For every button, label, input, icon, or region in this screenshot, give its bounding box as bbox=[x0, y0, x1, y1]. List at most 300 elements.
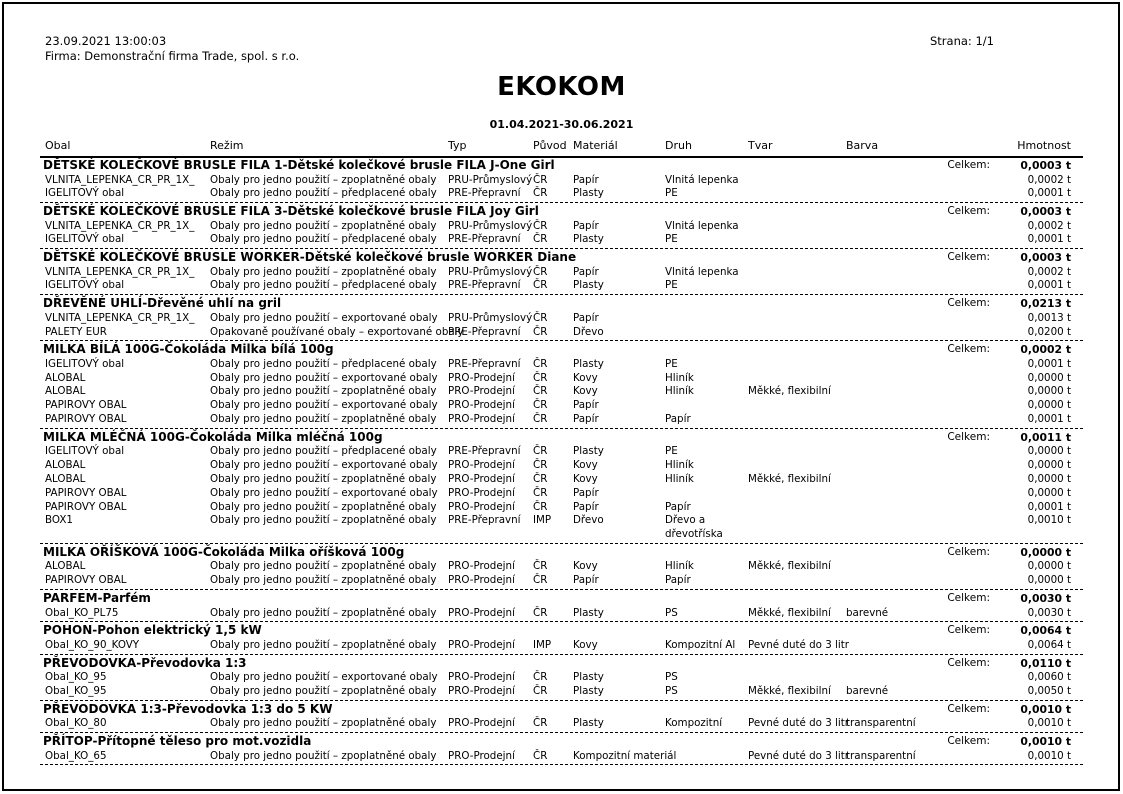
cell-barva: barevné bbox=[846, 606, 889, 619]
cell-tvar: Pevné duté do 3 litr bbox=[748, 638, 850, 651]
table-row bbox=[40, 750, 1083, 764]
column-header-tvar: Tvar bbox=[748, 139, 773, 152]
group-title-row bbox=[40, 250, 1083, 266]
cell-druh: Hliník bbox=[665, 385, 694, 398]
cell-typ: PRU-Průmyslový bbox=[448, 219, 533, 232]
cell-material: Papír bbox=[573, 311, 599, 324]
cell-puvod: ČR bbox=[533, 311, 548, 324]
cell-obal: IGELITOVÝ obal bbox=[45, 279, 125, 292]
column-header-obal: Obal bbox=[45, 139, 71, 152]
table-row bbox=[40, 501, 1083, 515]
cell-material: Papír bbox=[573, 173, 599, 186]
group-title-row bbox=[40, 734, 1083, 750]
cell-druh: PE bbox=[665, 187, 678, 200]
group-title-row bbox=[40, 702, 1083, 718]
cell-material: Kovy bbox=[573, 459, 598, 472]
table-row bbox=[40, 445, 1083, 459]
cell-rezim: Obaly pro jedno použití – zpoplatněné obaly bbox=[210, 500, 437, 513]
cell-hmotnost: 0,0000 t bbox=[1027, 472, 1071, 485]
table-row bbox=[40, 514, 1083, 542]
cell-druh: Papír bbox=[665, 413, 691, 426]
cell-obal: PAPIROVY OBAL bbox=[45, 574, 127, 587]
cell-material: Papír bbox=[573, 399, 599, 412]
cell-hmotnost: 0,0013 t bbox=[1027, 311, 1071, 324]
cell-hmotnost: 0,0060 t bbox=[1027, 671, 1071, 684]
cell-druh: Hliník bbox=[665, 371, 694, 384]
product-group bbox=[40, 158, 1083, 203]
cell-druh: PE bbox=[665, 445, 678, 458]
group-total-label: Celkem: bbox=[947, 251, 990, 264]
group-title-row bbox=[40, 591, 1083, 607]
table-row bbox=[40, 639, 1083, 653]
cell-obal: IGELITOVÝ obal bbox=[45, 357, 125, 370]
cell-tvar: Měkké, flexibilní bbox=[748, 684, 831, 697]
cell-hmotnost: 0,0001 t bbox=[1027, 233, 1071, 246]
group-title-row bbox=[40, 204, 1083, 220]
cell-hmotnost: 0,0001 t bbox=[1027, 413, 1071, 426]
table-row bbox=[40, 372, 1083, 386]
cell-barva: transparentní bbox=[846, 717, 916, 730]
group-total-label: Celkem: bbox=[947, 624, 990, 637]
cell-obal: PAPIROVY OBAL bbox=[45, 486, 127, 499]
cell-hmotnost: 0,0064 t bbox=[1027, 638, 1071, 651]
cell-typ: PRO-Prodejní bbox=[448, 472, 515, 485]
cell-rezim: Obaly pro jedno použití – zpoplatněné obaly bbox=[210, 606, 437, 619]
product-group bbox=[40, 342, 1083, 428]
cell-barva: barevné bbox=[846, 684, 889, 697]
cell-typ: PRO-Prodejní bbox=[448, 574, 515, 587]
cell-material: Papír bbox=[573, 219, 599, 232]
cell-rezim: Obaly pro jedno použití – exportované obaly bbox=[210, 671, 438, 684]
report-meta bbox=[45, 34, 299, 64]
cell-typ: PRO-Prodejní bbox=[448, 684, 515, 697]
group-total-value: 0,0011 t bbox=[1020, 430, 1071, 444]
cell-typ: PRE-Přepravní bbox=[448, 357, 521, 370]
column-header-material: Materiál bbox=[573, 139, 618, 152]
group-title-row bbox=[40, 296, 1083, 312]
cell-typ: PRE-Přepravní bbox=[448, 445, 521, 458]
cell-material: Papír bbox=[573, 486, 599, 499]
product-group bbox=[40, 204, 1083, 249]
cell-rezim: Obaly pro jedno použití – zpoplatněné obaly bbox=[210, 638, 437, 651]
cell-typ: PRO-Prodejní bbox=[448, 671, 515, 684]
group-title: PŘEVODOVKA 1:3-Převodovka 1:3 do 5 KW bbox=[43, 701, 333, 716]
group-total-value: 0,0110 t bbox=[1020, 656, 1071, 670]
cell-material: Plasty bbox=[573, 606, 604, 619]
group-title: DĚTSKÉ KOLEČKOVÉ BRUSLE WORKER-Dětské kolečkové brusle WORKER Diane bbox=[43, 250, 577, 265]
product-group bbox=[40, 296, 1083, 341]
cell-hmotnost: 0,0010 t bbox=[1027, 514, 1071, 527]
cell-druh: Kompozitní bbox=[665, 717, 723, 730]
report-period: 01.04.2021-30.06.2021 bbox=[489, 118, 634, 131]
cell-puvod: ČR bbox=[533, 371, 548, 384]
cell-hmotnost: 0,0010 t bbox=[1027, 749, 1071, 762]
cell-material: Dřevo bbox=[573, 325, 604, 338]
cell-typ: PRE-Přepravní bbox=[448, 233, 521, 246]
cell-material: Kovy bbox=[573, 371, 598, 384]
cell-druh: PE bbox=[665, 357, 678, 370]
cell-material: Papír bbox=[573, 574, 599, 587]
cell-typ: PRO-Prodejní bbox=[448, 413, 515, 426]
cell-hmotnost: 0,0001 t bbox=[1027, 357, 1071, 370]
group-title-row bbox=[40, 430, 1083, 446]
cell-puvod: ČR bbox=[533, 399, 548, 412]
group-total-value: 0,0213 t bbox=[1020, 297, 1071, 311]
cell-puvod: IMP bbox=[533, 514, 552, 527]
cell-druh: Hliník bbox=[665, 472, 694, 485]
cell-puvod: ČR bbox=[533, 459, 548, 472]
cell-rezim: Obaly pro jedno použití – zpoplatněné obaly bbox=[210, 413, 437, 426]
cell-rezim: Obaly pro jedno použití – zpoplatněné obaly bbox=[210, 265, 437, 278]
cell-material: Dřevo bbox=[573, 514, 604, 527]
table-row bbox=[40, 233, 1083, 247]
cell-puvod: ČR bbox=[533, 486, 548, 499]
table-row bbox=[40, 487, 1083, 501]
cell-material: Plasty bbox=[573, 717, 604, 730]
cell-hmotnost: 0,0001 t bbox=[1027, 500, 1071, 513]
cell-hmotnost: 0,0000 t bbox=[1027, 445, 1071, 458]
group-title: MILKA BÍLÁ 100G-Čokoláda Milka bílá 100g bbox=[43, 342, 334, 357]
group-title-row bbox=[40, 623, 1083, 639]
cell-rezim: Obaly pro jedno použití – předplacené obaly bbox=[210, 357, 437, 370]
report-company: Firma: Demonstrační firma Trade, spol. s r.o. bbox=[45, 49, 300, 63]
group-title: MILKA MLÉČNÁ 100G-Čokoláda Milka mléčná 100g bbox=[43, 429, 383, 444]
group-total-value: 0,0000 t bbox=[1020, 545, 1071, 559]
cell-obal: Obal_KO_PL75 bbox=[45, 606, 119, 619]
cell-hmotnost: 0,0000 t bbox=[1027, 459, 1071, 472]
cell-druh: PS bbox=[665, 606, 678, 619]
cell-rezim: Obaly pro jedno použití – zpoplatněné obaly bbox=[210, 684, 437, 697]
cell-obal: Obal_KO_95 bbox=[45, 684, 107, 697]
cell-rezim: Obaly pro jedno použití – zpoplatněné obaly bbox=[210, 472, 437, 485]
cell-typ: PRO-Prodejní bbox=[448, 749, 515, 762]
table-row bbox=[40, 279, 1083, 293]
cell-material: Kompozitní materiál bbox=[573, 749, 677, 762]
cell-hmotnost: 0,0001 t bbox=[1027, 279, 1071, 292]
cell-typ: PRO-Prodejní bbox=[448, 500, 515, 513]
cell-rezim: Obaly pro jedno použití – zpoplatněné obaly bbox=[210, 717, 437, 730]
group-total-value: 0,0002 t bbox=[1020, 343, 1071, 357]
group-title: POHON-Pohon elektrický 1,5 kW bbox=[43, 623, 262, 638]
group-title-row bbox=[40, 656, 1083, 672]
cell-puvod: ČR bbox=[533, 279, 548, 292]
cell-hmotnost: 0,0000 t bbox=[1027, 486, 1071, 499]
cell-obal: Obal_KO_95 bbox=[45, 671, 107, 684]
cell-obal: VLNITA_LEPENKA_CR_PR_1X_ bbox=[45, 311, 195, 324]
table-row bbox=[40, 399, 1083, 413]
product-group bbox=[40, 702, 1083, 733]
cell-rezim: Obaly pro jedno použití – zpoplatněné obaly bbox=[210, 385, 437, 398]
cell-rezim: Obaly pro jedno použití – exportované obaly bbox=[210, 399, 438, 412]
table-row bbox=[40, 358, 1083, 372]
cell-puvod: ČR bbox=[533, 445, 548, 458]
cell-material: Plasty bbox=[573, 445, 604, 458]
cell-puvod: ČR bbox=[533, 500, 548, 513]
cell-rezim: Obaly pro jedno použití – předplacené obaly bbox=[210, 187, 437, 200]
group-title: PŘEVODOVKA-Převodovka 1:3 bbox=[43, 655, 247, 670]
table-row bbox=[40, 312, 1083, 326]
cell-material: Plasty bbox=[573, 684, 604, 697]
column-header-puvod: Původ bbox=[533, 139, 567, 152]
cell-puvod: ČR bbox=[533, 472, 548, 485]
table-row bbox=[40, 220, 1083, 234]
product-group bbox=[40, 545, 1083, 590]
cell-rezim: Obaly pro jedno použití – zpoplatněné obaly bbox=[210, 749, 437, 762]
cell-material: Plasty bbox=[573, 671, 604, 684]
table-row bbox=[40, 459, 1083, 473]
cell-druh: Hliník bbox=[665, 560, 694, 573]
cell-puvod: ČR bbox=[533, 187, 548, 200]
cell-tvar: Pevné duté do 3 litr bbox=[748, 749, 850, 762]
cell-material: Plasty bbox=[573, 233, 604, 246]
group-total-value: 0,0064 t bbox=[1020, 624, 1071, 638]
group-total-label: Celkem: bbox=[947, 159, 990, 171]
table-row bbox=[40, 717, 1083, 731]
product-group bbox=[40, 430, 1083, 544]
cell-obal: Obal_KO_80 bbox=[45, 717, 107, 730]
cell-obal: VLNITA_LEPENKA_CR_PR_1X_ bbox=[45, 265, 195, 278]
group-title: DĚTSKÉ KOLEČKOVÉ BRUSLE FILA 1-Dětské kolečkové brusle FILA J-One Girl bbox=[43, 158, 555, 172]
cell-puvod: ČR bbox=[533, 560, 548, 573]
group-title: DĚTSKÉ KOLEČKOVÉ BRUSLE FILA 3-Dětské kolečkové brusle FILA Joy Girl bbox=[43, 204, 539, 219]
cell-material: Kovy bbox=[573, 560, 598, 573]
cell-druh: Kompozitní Al bbox=[665, 638, 736, 651]
group-total-label: Celkem: bbox=[947, 702, 990, 715]
report-datetime: 23.09.2021 13:00:03 bbox=[45, 34, 167, 48]
cell-obal: Obal_KO_90_KOVY bbox=[45, 638, 140, 651]
table-row bbox=[40, 326, 1083, 340]
group-total-label: Celkem: bbox=[947, 545, 990, 558]
table-row bbox=[40, 413, 1083, 427]
cell-puvod: ČR bbox=[533, 173, 548, 186]
group-title: DŘEVĚNÉ UHLÍ-Dřevěné uhlí na gril bbox=[43, 296, 282, 311]
product-group bbox=[40, 656, 1083, 701]
group-total-label: Celkem: bbox=[947, 205, 990, 218]
cell-tvar: Měkké, flexibilní bbox=[748, 385, 831, 398]
cell-rezim: Obaly pro jedno použití – předplacené obaly bbox=[210, 445, 437, 458]
cell-material: Plasty bbox=[573, 279, 604, 292]
product-group bbox=[40, 623, 1083, 654]
cell-puvod: ČR bbox=[533, 717, 548, 730]
table-row bbox=[40, 560, 1083, 574]
cell-typ: PRE-Přepravní bbox=[448, 279, 521, 292]
product-group bbox=[40, 591, 1083, 622]
cell-druh: PS bbox=[665, 684, 678, 697]
cell-material: Papír bbox=[573, 500, 599, 513]
product-group bbox=[40, 734, 1083, 765]
group-title: PARFEM-Parfém bbox=[43, 591, 151, 606]
cell-tvar: Pevné duté do 3 litr bbox=[748, 717, 850, 730]
group-total-value: 0,0003 t bbox=[1020, 159, 1071, 172]
column-header-typ: Typ bbox=[448, 139, 467, 152]
cell-rezim: Obaly pro jedno použití – exportované obaly bbox=[210, 311, 438, 324]
cell-obal: Obal_KO_65 bbox=[45, 749, 107, 762]
cell-obal: ALOBAL bbox=[45, 459, 86, 472]
cell-material: Plasty bbox=[573, 357, 604, 370]
cell-puvod: ČR bbox=[533, 606, 548, 619]
group-total-value: 0,0003 t bbox=[1020, 251, 1071, 265]
cell-hmotnost: 0,0002 t bbox=[1027, 219, 1071, 232]
cell-druh: PS bbox=[665, 671, 678, 684]
group-title: MILKA OŘÍŠKOVÁ 100G-Čokoláda Milka oříšková 100g bbox=[43, 544, 405, 559]
cell-typ: PRO-Prodejní bbox=[448, 717, 515, 730]
cell-rezim: Obaly pro jedno použití – předplacené obaly bbox=[210, 233, 437, 246]
table-row bbox=[40, 685, 1083, 699]
group-total-value: 0,0003 t bbox=[1020, 205, 1071, 219]
cell-obal: ALOBAL bbox=[45, 560, 86, 573]
cell-obal: IGELITOVÝ obal bbox=[45, 233, 125, 246]
column-header-barva: Barva bbox=[846, 139, 879, 152]
group-total-value: 0,0010 t bbox=[1020, 702, 1071, 716]
cell-typ: PRU-Průmyslový bbox=[448, 311, 533, 324]
cell-hmotnost: 0,0000 t bbox=[1027, 560, 1071, 573]
cell-druh: Dřevo a dřevotříska bbox=[665, 514, 723, 541]
cell-druh: Vlnitá lepenka bbox=[665, 173, 739, 186]
cell-hmotnost: 0,0030 t bbox=[1027, 606, 1071, 619]
table-row bbox=[40, 266, 1083, 280]
cell-typ: PRE-Přepravní bbox=[448, 325, 521, 338]
cell-druh: PE bbox=[665, 279, 678, 292]
cell-rezim: Obaly pro jedno použití – exportované obaly bbox=[210, 459, 438, 472]
cell-puvod: ČR bbox=[533, 357, 548, 370]
report-title: EKOKOM bbox=[497, 72, 626, 102]
cell-hmotnost: 0,0000 t bbox=[1027, 399, 1071, 412]
table-body bbox=[40, 158, 1083, 765]
cell-typ: PRE-Přepravní bbox=[448, 514, 521, 527]
cell-material: Papír bbox=[573, 265, 599, 278]
cell-rezim: Obaly pro jedno použití – zpoplatněné obaly bbox=[210, 219, 437, 232]
cell-typ: PRO-Prodejní bbox=[448, 486, 515, 499]
cell-obal: VLNITA_LEPENKA_CR_PR_1X_ bbox=[45, 173, 195, 186]
cell-rezim: Obaly pro jedno použití – zpoplatněné obaly bbox=[210, 574, 437, 587]
column-header-rezim: Režim bbox=[210, 139, 244, 152]
cell-puvod: ČR bbox=[533, 574, 548, 587]
cell-typ: PRE-Přepravní bbox=[448, 187, 521, 200]
cell-material: Plasty bbox=[573, 187, 604, 200]
group-title: PŘÍTOP-Přítopné těleso pro mot.vozidla bbox=[43, 734, 312, 749]
cell-druh: Papír bbox=[665, 574, 691, 587]
cell-tvar: Měkké, flexibilní bbox=[748, 606, 831, 619]
cell-obal: IGELITOVÝ obal bbox=[45, 445, 125, 458]
cell-hmotnost: 0,0000 t bbox=[1027, 371, 1071, 384]
cell-druh: Hliník bbox=[665, 459, 694, 472]
group-total-label: Celkem: bbox=[947, 430, 990, 443]
group-total-label: Celkem: bbox=[947, 656, 990, 669]
cell-puvod: ČR bbox=[533, 749, 548, 762]
group-total-label: Celkem: bbox=[947, 592, 990, 605]
column-header-druh: Druh bbox=[665, 139, 692, 152]
cell-barva: transparentní bbox=[846, 749, 916, 762]
cell-puvod: ČR bbox=[533, 325, 548, 338]
cell-hmotnost: 0,0000 t bbox=[1027, 574, 1071, 587]
cell-typ: PRO-Prodejní bbox=[448, 638, 515, 651]
cell-druh: Vlnitá lepenka bbox=[665, 265, 739, 278]
cell-obal: PAPIROVY OBAL bbox=[45, 399, 127, 412]
cell-rezim: Obaly pro jedno použití – zpoplatněné obaly bbox=[210, 173, 437, 186]
table-row bbox=[40, 174, 1083, 188]
cell-puvod: ČR bbox=[533, 233, 548, 246]
cell-puvod: ČR bbox=[533, 671, 548, 684]
cell-hmotnost: 0,0001 t bbox=[1027, 187, 1071, 200]
cell-obal: BOX1 bbox=[45, 514, 73, 527]
cell-hmotnost: 0,0200 t bbox=[1027, 325, 1071, 338]
cell-puvod: ČR bbox=[533, 385, 548, 398]
cell-druh: PE bbox=[665, 233, 678, 246]
cell-rezim: Obaly pro jedno použití – exportované obaly bbox=[210, 486, 438, 499]
cell-material: Kovy bbox=[573, 472, 598, 485]
cell-material: Papír bbox=[573, 413, 599, 426]
cell-typ: PRO-Prodejní bbox=[448, 606, 515, 619]
group-total-value: 0,0030 t bbox=[1020, 592, 1071, 606]
group-title-row bbox=[40, 158, 1083, 174]
page-number: Strana: 1/1 bbox=[930, 34, 994, 48]
cell-typ: PRU-Průmyslový bbox=[448, 265, 533, 278]
cell-puvod: ČR bbox=[533, 413, 548, 426]
group-title-row bbox=[40, 545, 1083, 561]
cell-puvod: ČR bbox=[533, 219, 548, 232]
cell-druh: Vlnitá lepenka bbox=[665, 219, 739, 232]
cell-typ: PRO-Prodejní bbox=[448, 560, 515, 573]
cell-obal: ALOBAL bbox=[45, 472, 86, 485]
cell-rezim: Obaly pro jedno použití – předplacené obaly bbox=[210, 279, 437, 292]
cell-typ: PRO-Prodejní bbox=[448, 399, 515, 412]
cell-rezim: Obaly pro jedno použití – exportované obaly bbox=[210, 371, 438, 384]
cell-rezim: Obaly pro jedno použití – zpoplatněné obaly bbox=[210, 560, 437, 573]
table-row bbox=[40, 671, 1083, 685]
table-row bbox=[40, 607, 1083, 621]
group-total-label: Celkem: bbox=[947, 735, 990, 748]
table-header-row bbox=[40, 139, 1083, 158]
cell-rezim: Obaly pro jedno použití – zpoplatněné obaly bbox=[210, 514, 437, 527]
group-total-label: Celkem: bbox=[947, 343, 990, 356]
cell-puvod: ČR bbox=[533, 684, 548, 697]
table-row bbox=[40, 187, 1083, 201]
group-title-row bbox=[40, 342, 1083, 358]
cell-hmotnost: 0,0010 t bbox=[1027, 717, 1071, 730]
cell-rezim: Opakovaně používané obaly – exportované obaly bbox=[210, 325, 464, 338]
report-table bbox=[40, 139, 1083, 766]
table-row bbox=[40, 574, 1083, 588]
cell-hmotnost: 0,0000 t bbox=[1027, 385, 1071, 398]
cell-puvod: IMP bbox=[533, 638, 552, 651]
cell-hmotnost: 0,0050 t bbox=[1027, 684, 1071, 697]
cell-obal: ALOBAL bbox=[45, 385, 86, 398]
cell-obal: ALOBAL bbox=[45, 371, 86, 384]
cell-puvod: ČR bbox=[533, 265, 548, 278]
column-header-hmotnost: Hmotnost bbox=[1017, 139, 1071, 152]
cell-typ: PRO-Prodejní bbox=[448, 371, 515, 384]
cell-obal: PALETY EUR bbox=[45, 325, 107, 338]
group-total-value: 0,0010 t bbox=[1020, 735, 1071, 749]
cell-material: Kovy bbox=[573, 385, 598, 398]
group-total-label: Celkem: bbox=[947, 297, 990, 310]
cell-typ: PRO-Prodejní bbox=[448, 459, 515, 472]
cell-typ: PRO-Prodejní bbox=[448, 385, 515, 398]
cell-material: Kovy bbox=[573, 638, 598, 651]
cell-tvar: Měkké, flexibilní bbox=[748, 472, 831, 485]
cell-typ: PRU-Průmyslový bbox=[448, 173, 533, 186]
cell-hmotnost: 0,0002 t bbox=[1027, 173, 1071, 186]
product-group bbox=[40, 250, 1083, 295]
cell-obal: PAPIROVY OBAL bbox=[45, 500, 127, 513]
cell-obal: IGELITOVÝ obal bbox=[45, 187, 125, 200]
cell-obal: VLNITA_LEPENKA_CR_PR_1X_ bbox=[45, 219, 195, 232]
cell-obal: PAPIROVY OBAL bbox=[45, 413, 127, 426]
cell-hmotnost: 0,0002 t bbox=[1027, 265, 1071, 278]
table-row bbox=[40, 385, 1083, 399]
cell-tvar: Měkké, flexibilní bbox=[748, 560, 831, 573]
cell-druh: Papír bbox=[665, 500, 691, 513]
